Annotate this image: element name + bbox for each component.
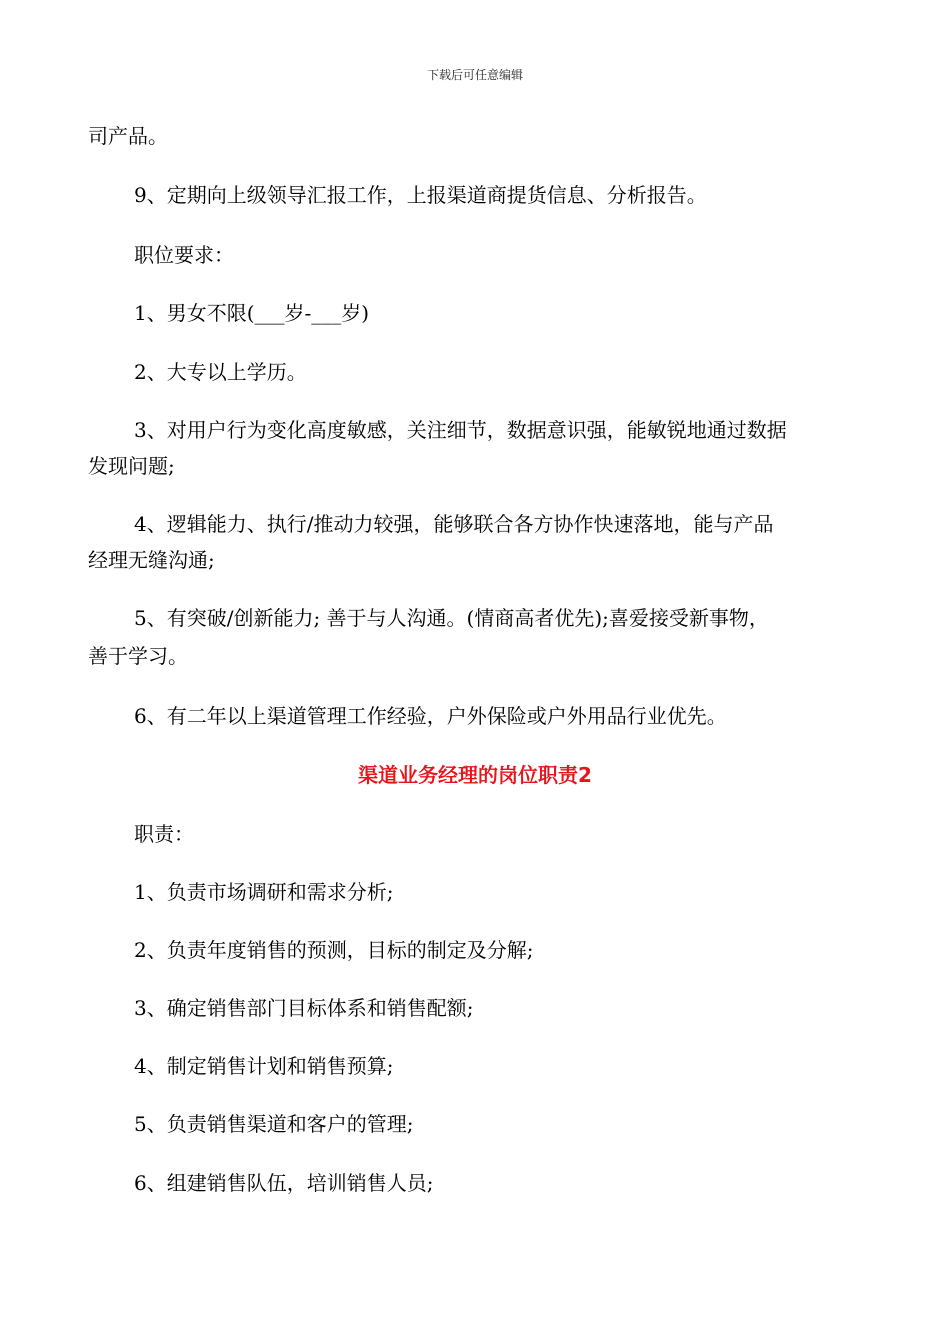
- section-label-duties: 职责：: [134, 822, 194, 846]
- paragraph-item-9: 9、定期向上级领导汇报工作，上报渠道商提货信息、分析报告。: [134, 183, 707, 207]
- paragraph-continuation: 司产品。: [88, 124, 168, 148]
- duty-item-2: 2、负责年度销售的预测，目标的制定及分解;: [134, 938, 534, 962]
- section-title: 渠道业务经理的岗位职责2: [358, 763, 592, 787]
- duty-item-1: 1、负责市场调研和需求分析;: [134, 880, 394, 904]
- page-header: 下载后可任意编辑: [426, 68, 523, 82]
- duty-item-5: 5、负责销售渠道和客户的管理;: [134, 1112, 414, 1136]
- section-label-requirements: 职位要求：: [134, 243, 234, 267]
- requirement-item-3-line-1: 3、对用户行为变化高度敏感，关注细节，数据意识强，能敏锐地通过数据: [134, 418, 787, 442]
- requirement-item-2: 2、大专以上学历。: [134, 360, 307, 384]
- duty-item-4: 4、制定销售计划和销售预算;: [134, 1054, 394, 1078]
- requirement-item-4-line-1: 4、逻辑能力、执行/推动力较强，能够联合各方协作快速落地，能与产品: [134, 512, 774, 536]
- requirement-item-6: 6、有二年以上渠道管理工作经验，户外保险或户外用品行业优先。: [134, 704, 727, 728]
- duty-item-6: 6、组建销售队伍，培训销售人员;: [134, 1171, 434, 1195]
- requirement-item-5-line-1: 5、有突破/创新能力; 善于与人沟通。(情商高者优先);喜爱接受新事物，: [134, 606, 769, 630]
- requirement-item-4-line-2: 经理无缝沟通;: [88, 548, 215, 572]
- requirement-item-3-line-2: 发现问题;: [88, 454, 175, 478]
- requirement-item-5-line-2: 善于学习。: [88, 644, 188, 668]
- requirement-item-1: 1、男女不限(___岁-___岁): [134, 301, 370, 325]
- duty-item-3: 3、确定销售部门目标体系和销售配额;: [134, 996, 474, 1020]
